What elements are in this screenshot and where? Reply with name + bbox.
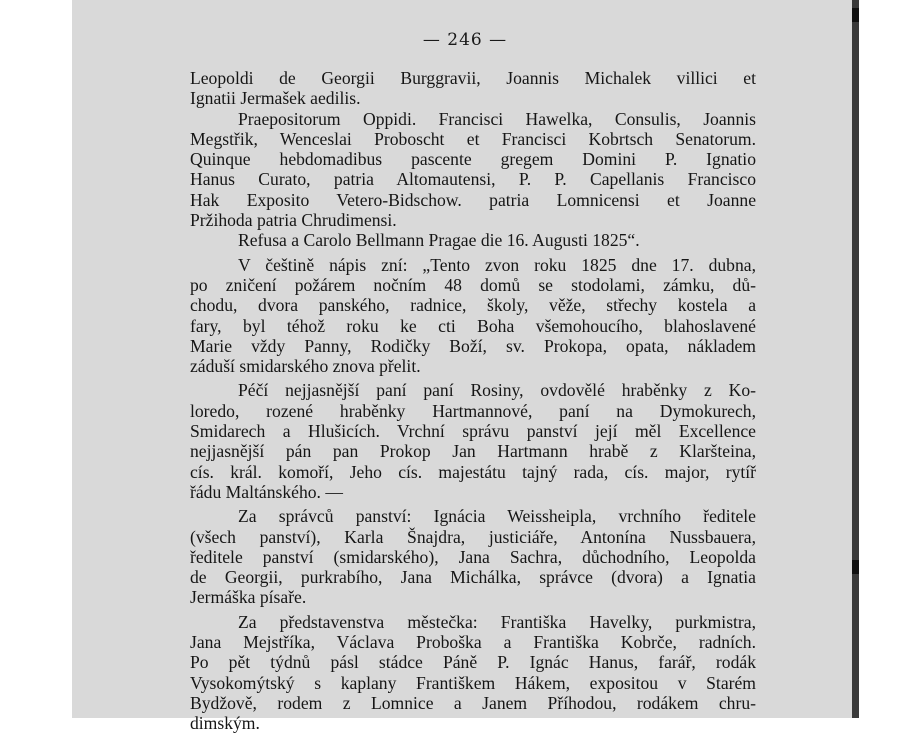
text-line: Po pět týdnů pásl stádce Páně P. Ignác Hanus, farář, rodák [190, 652, 756, 673]
text-line: Praepositorum Oppidi. Francisci Hawelka, Consulis, Joannis [238, 108, 756, 129]
paragraph [190, 255, 756, 377]
text-line: nejjasnější pán pan Prokop Jan Hartmann hrabě z Klaršteina, [190, 441, 756, 462]
text-line: dimským. [190, 713, 260, 734]
text-line: ředitele panství (smidarského), Jana Sachra, důchodního, Leopolda [190, 546, 756, 567]
paragraph [190, 506, 756, 607]
text-line: Quinque hebdomadibus pascente gregem Domini P. Ignatio [190, 149, 756, 170]
text-line: loredo, rozené hraběnky Hartmannové, paní na Dymokurech, [190, 400, 756, 421]
text-line: Hanus Curato, patria Altomautensi, P. P. Capellanis Francisco [190, 169, 756, 190]
text-line: fary, byl téhož roku ke cti Boha všemohoucího, blahoslavené [190, 315, 756, 336]
text-line: Leopoldi de Georgii Burggravii, Joannis Michalek villici et [190, 68, 756, 88]
text-line: řádu Maltánského. — [190, 481, 343, 502]
text-line: de Georgii, purkrabího, Jana Michálka, správce (dvora) a Ignatia [190, 567, 756, 588]
page-edge-mark [852, 8, 859, 22]
text-line: chodu, dvora panského, radnice, školy, věže, střechy kostela a [190, 295, 756, 316]
text-line: (všech panství), Karla Šnajdra, justiciáře, Antonína Nussbauera, [190, 526, 756, 547]
text-line: záduší smidarského znova přelit. [190, 356, 421, 377]
paragraph [190, 380, 756, 502]
paragraph [190, 68, 756, 109]
page-body-text [190, 68, 756, 734]
page-number: — 246 — [422, 30, 508, 50]
page-edge-mark [852, 560, 859, 574]
text-line: Jana Mejstříka, Václava Proboška a Františka Kobrče, radních. [190, 632, 756, 653]
paragraph [190, 109, 756, 231]
text-line: Vysokomýtský s kaplany Františkem Hákem, expositou v Starém [190, 672, 756, 693]
text-line: Ignatii Jermašek aedilis. [190, 88, 361, 109]
text-line: Péčí nejjasnější paní paní Rosiny, ovdovělé hraběnky z Ko- [238, 380, 756, 401]
scanned-page [72, 0, 858, 734]
text-line: Hak Exposito Vetero-Bidschow. patria Lomnicensi et Joanne [190, 189, 756, 210]
text-line: po zničení požárem nočním 48 domů se stodolami, zámku, dů- [190, 274, 756, 295]
paragraph [190, 612, 756, 734]
text-line: V češtině nápis zní: „Tento zvon roku 1825 dne 17. dubna, [238, 254, 756, 275]
paragraph [190, 230, 756, 250]
text-line: Pržihoda patria Chrudimensi. [190, 210, 397, 231]
page-edge-shadow [852, 0, 859, 718]
text-line: Smidarech a Hlušicích. Vrchní správu panství její měl Excellence [190, 421, 756, 442]
text-line: Za správců panství: Ignácia Weissheipla, vrchního ředitele [238, 506, 756, 527]
text-line: Marie vždy Panny, Rodičky Boží, sv. Prokopa, opata, nákladem [190, 335, 756, 356]
text-line: Megstřik, Wenceslai Proboscht et Francisci Kobrtsch Senatorum. [190, 128, 756, 149]
text-line: Jermáška písaře. [190, 587, 307, 608]
text-line: Refusa a Carolo Bellmann Pragae die 16. Augusti 1825“. [238, 230, 640, 251]
text-line: cís. král. komoří, Jeho cís. majestátu tajný rada, cís. major, rytíř [190, 461, 756, 482]
text-line: Za představenstva městečka: Františka Havelky, purkmistra, [238, 611, 756, 632]
text-line: Bydžově, rodem z Lomnice a Janem Příhodou, rodákem chru- [190, 692, 756, 713]
